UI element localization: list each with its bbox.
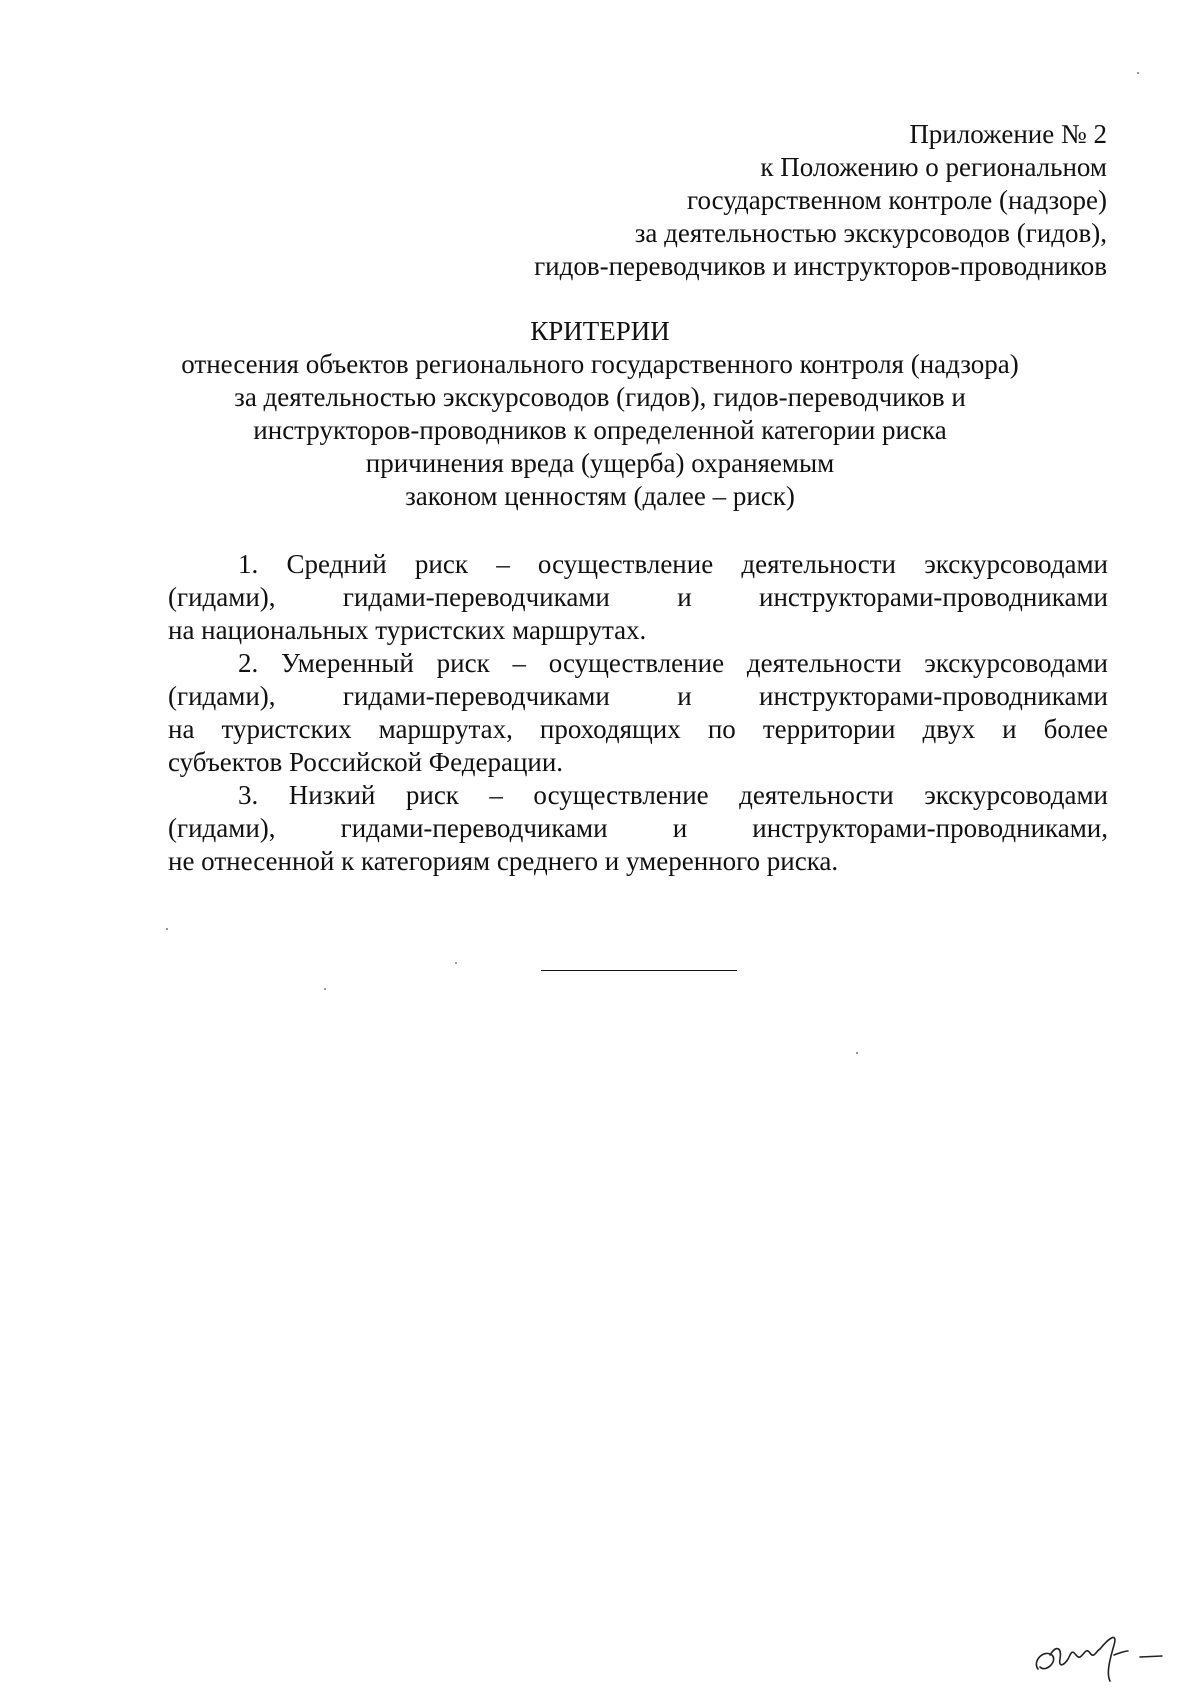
item-line: субъектов Российской Федерации. bbox=[168, 747, 564, 777]
title-line: причинения вреда (ущерба) охраняемым bbox=[365, 448, 835, 478]
appendix-header bbox=[307, 118, 1107, 283]
appendix-line: Приложение № 2 bbox=[909, 119, 1107, 149]
item-line: (гидами), гидами-переводчиками и инструкторами-проводниками, bbox=[168, 813, 1108, 843]
scan-speck bbox=[455, 962, 457, 964]
item-line: на национальных туристских маршрутах. bbox=[168, 615, 647, 645]
item-line: 2. Умеренный риск – осуществление деятельности экскурсоводами bbox=[238, 648, 1108, 678]
scan-speck bbox=[1137, 72, 1139, 74]
title-line: законом ценностям (далее – риск) bbox=[405, 481, 795, 511]
title-line: за деятельностью экскурсоводов (гидов), гидов-переводчиков и bbox=[234, 382, 966, 412]
closing-rule bbox=[541, 970, 737, 971]
appendix-line: гидов-переводчиков и инструкторов-проводников bbox=[534, 251, 1107, 281]
item-line: не отнесенной к категориям среднего и умеренного риска. bbox=[168, 846, 839, 876]
item-line: (гидами), гидами-переводчиками и инструкторами-проводниками bbox=[168, 582, 1108, 612]
title-line: инструкторов-проводников к определенной категории риска bbox=[253, 415, 947, 445]
criteria-item-moderate bbox=[168, 647, 1108, 779]
title-heading: КРИТЕРИИ bbox=[530, 316, 670, 346]
scan-speck bbox=[324, 988, 326, 990]
item-line: (гидами), гидами-переводчиками и инструкторами-проводниками bbox=[168, 681, 1108, 711]
item-line: 1. Средний риск – осуществление деятельности экскурсоводами bbox=[238, 549, 1108, 579]
document-title bbox=[150, 315, 1050, 513]
appendix-line: государственном контроле (надзоре) bbox=[687, 185, 1107, 215]
appendix-line: за деятельностью экскурсоводов (гидов), bbox=[634, 218, 1107, 248]
criteria-body bbox=[168, 548, 1108, 878]
criteria-item-low bbox=[168, 779, 1108, 878]
scan-speck bbox=[856, 1052, 858, 1054]
handwritten-signature bbox=[1030, 1625, 1170, 1685]
appendix-line: к Положению о региональном bbox=[760, 152, 1107, 182]
item-line: 3. Низкий риск – осуществление деятельности экскурсоводами bbox=[238, 780, 1108, 810]
scan-speck bbox=[166, 928, 168, 930]
criteria-item-medium bbox=[168, 548, 1108, 647]
title-line: отнесения объектов регионального государственного контроля (надзора) bbox=[181, 349, 1019, 379]
item-line: на туристских маршрутах, проходящих по территории двух и более bbox=[168, 714, 1108, 744]
